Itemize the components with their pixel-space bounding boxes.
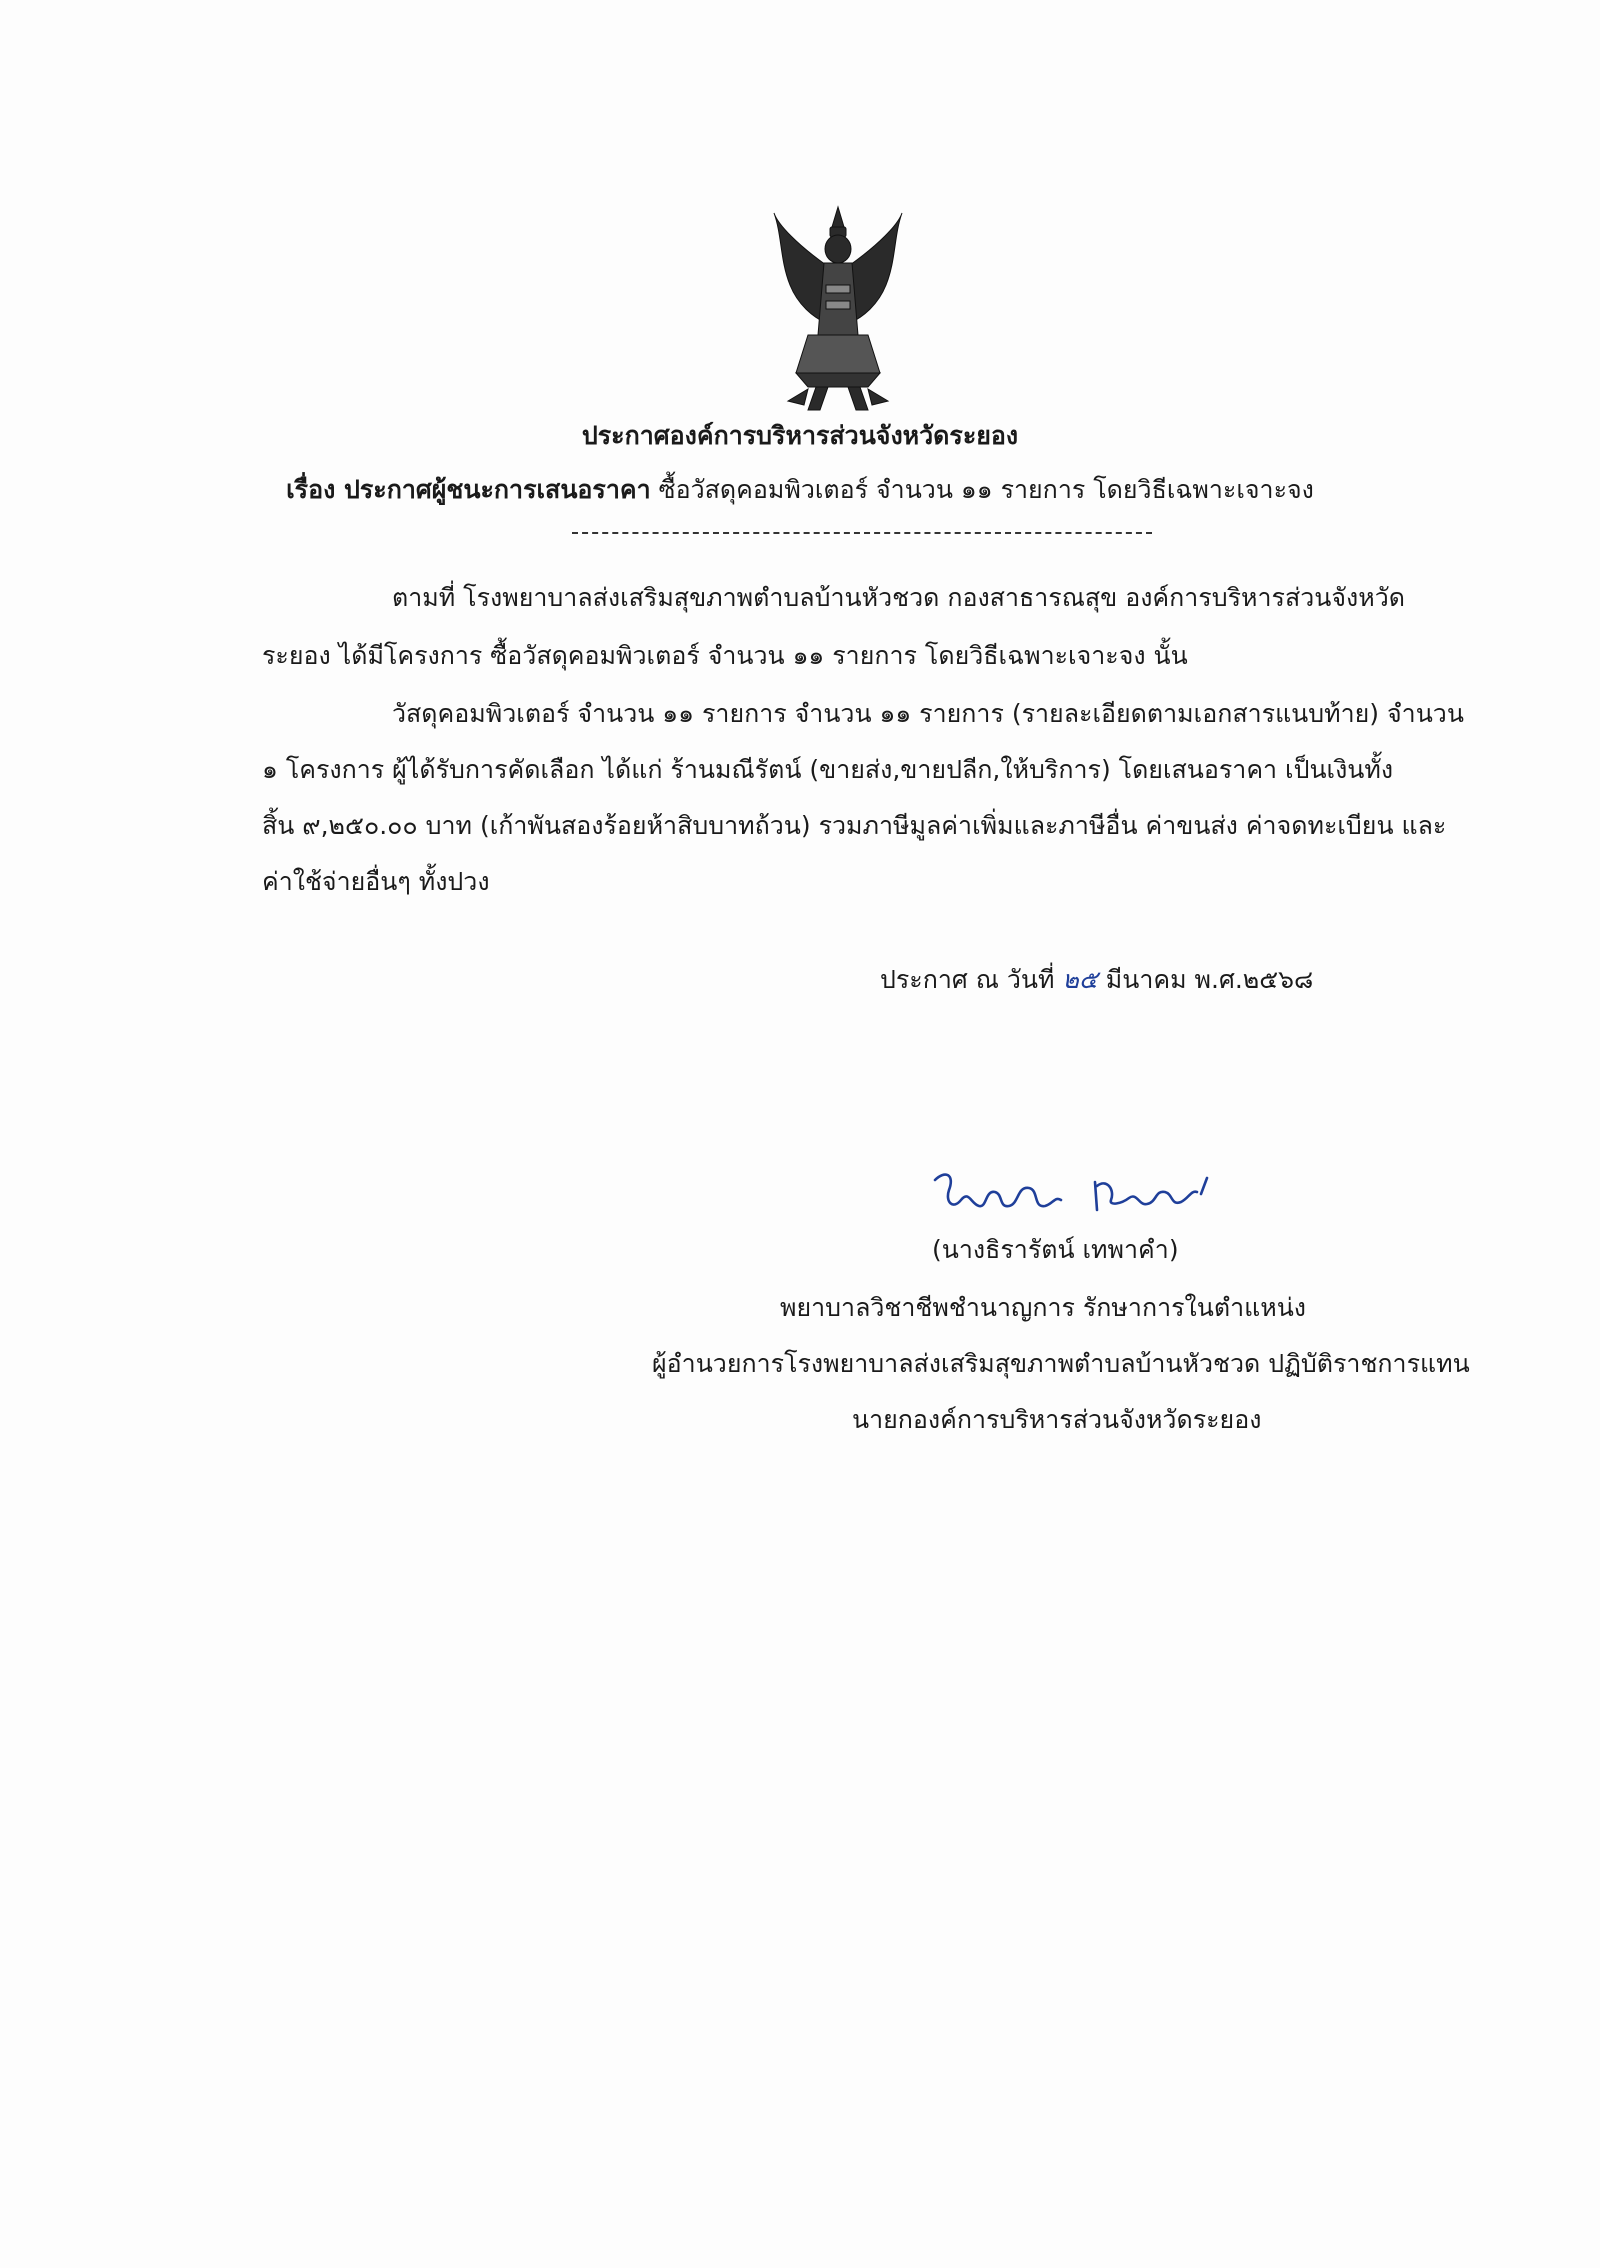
subject-label: เรื่อง ประกาศผู้ชนะการเสนอราคา	[286, 475, 651, 504]
paragraph-2-line-4: ค่าใช้จ่ายอื่นๆ ทั้งปวง	[262, 867, 490, 896]
paragraph-2-line-2: ๑ โครงการ ผู้ได้รับการคัดเลือก ได้แก่ ร้านมณีรัตน์ (ขายส่ง,ขายปลีก,ให้บริการ) โดยเสนอราคา เป็นเงินทั้ง	[262, 755, 1394, 784]
signatory-position-1: พยาบาลวิชาชีพชำนาญการ รักษาการในตำแหน่ง	[780, 1293, 1307, 1322]
signatory-position-2: ผู้อำนวยการโรงพยาบาลส่งเสริมสุขภาพตำบลบ้านหัวชวด ปฏิบัติราชการแทน	[652, 1349, 1470, 1378]
garuda-emblem-icon	[768, 205, 908, 415]
signatory-position-3: นายกองค์การบริหารส่วนจังหวัดระยอง	[852, 1405, 1262, 1434]
subject-text: ซื้อวัสดุคอมพิวเตอร์ จำนวน ๑๑ รายการ โดยวิธีเฉพาะเจาะจง	[658, 475, 1314, 504]
announcement-subject	[0, 472, 1600, 508]
signature-mark	[925, 1160, 1225, 1240]
signatory-name: (นางธิรารัตน์ เทพาคำ)	[932, 1235, 1179, 1264]
paragraph-1-line-2: ระยอง ได้มีโครงการ ซื้อวัสดุคอมพิวเตอร์ จำนวน ๑๑ รายการ โดยวิธีเฉพาะเจาะจง นั้น	[262, 641, 1188, 670]
announcement-date	[880, 962, 1313, 998]
announcement-title: ประกาศองค์การบริหารส่วนจังหวัดระยอง	[581, 421, 1019, 450]
date-suffix: มีนาคม พ.ศ.๒๕๖๘	[1105, 965, 1314, 994]
paragraph-2-line-1: วัสดุคอมพิวเตอร์ จำนวน ๑๑ รายการ จำนวน ๑๑ รายการ (รายละเอียดตามเอกสารแนบท้าย) จำนวน	[392, 699, 1464, 728]
date-day-handwritten: ๒๕	[1062, 965, 1098, 994]
date-prefix: ประกาศ ณ วันที่	[880, 965, 1055, 994]
paragraph-2-line-3: สิ้น ๙,๒๕๐.๐๐ บาท (เก้าพันสองร้อยห้าสิบบาทถ้วน) รวมภาษีมูลค่าเพิ่มและภาษีอื่น ค่าขนส่ง ค่าจดทะเบียน และ	[262, 811, 1447, 840]
paragraph-1-line-1: ตามที่ โรงพยาบาลส่งเสริมสุขภาพตำบลบ้านหัวชวด กองสาธารณสุข องค์การบริหารส่วนจังหวัด	[392, 583, 1405, 612]
separator-rule	[572, 532, 1152, 534]
